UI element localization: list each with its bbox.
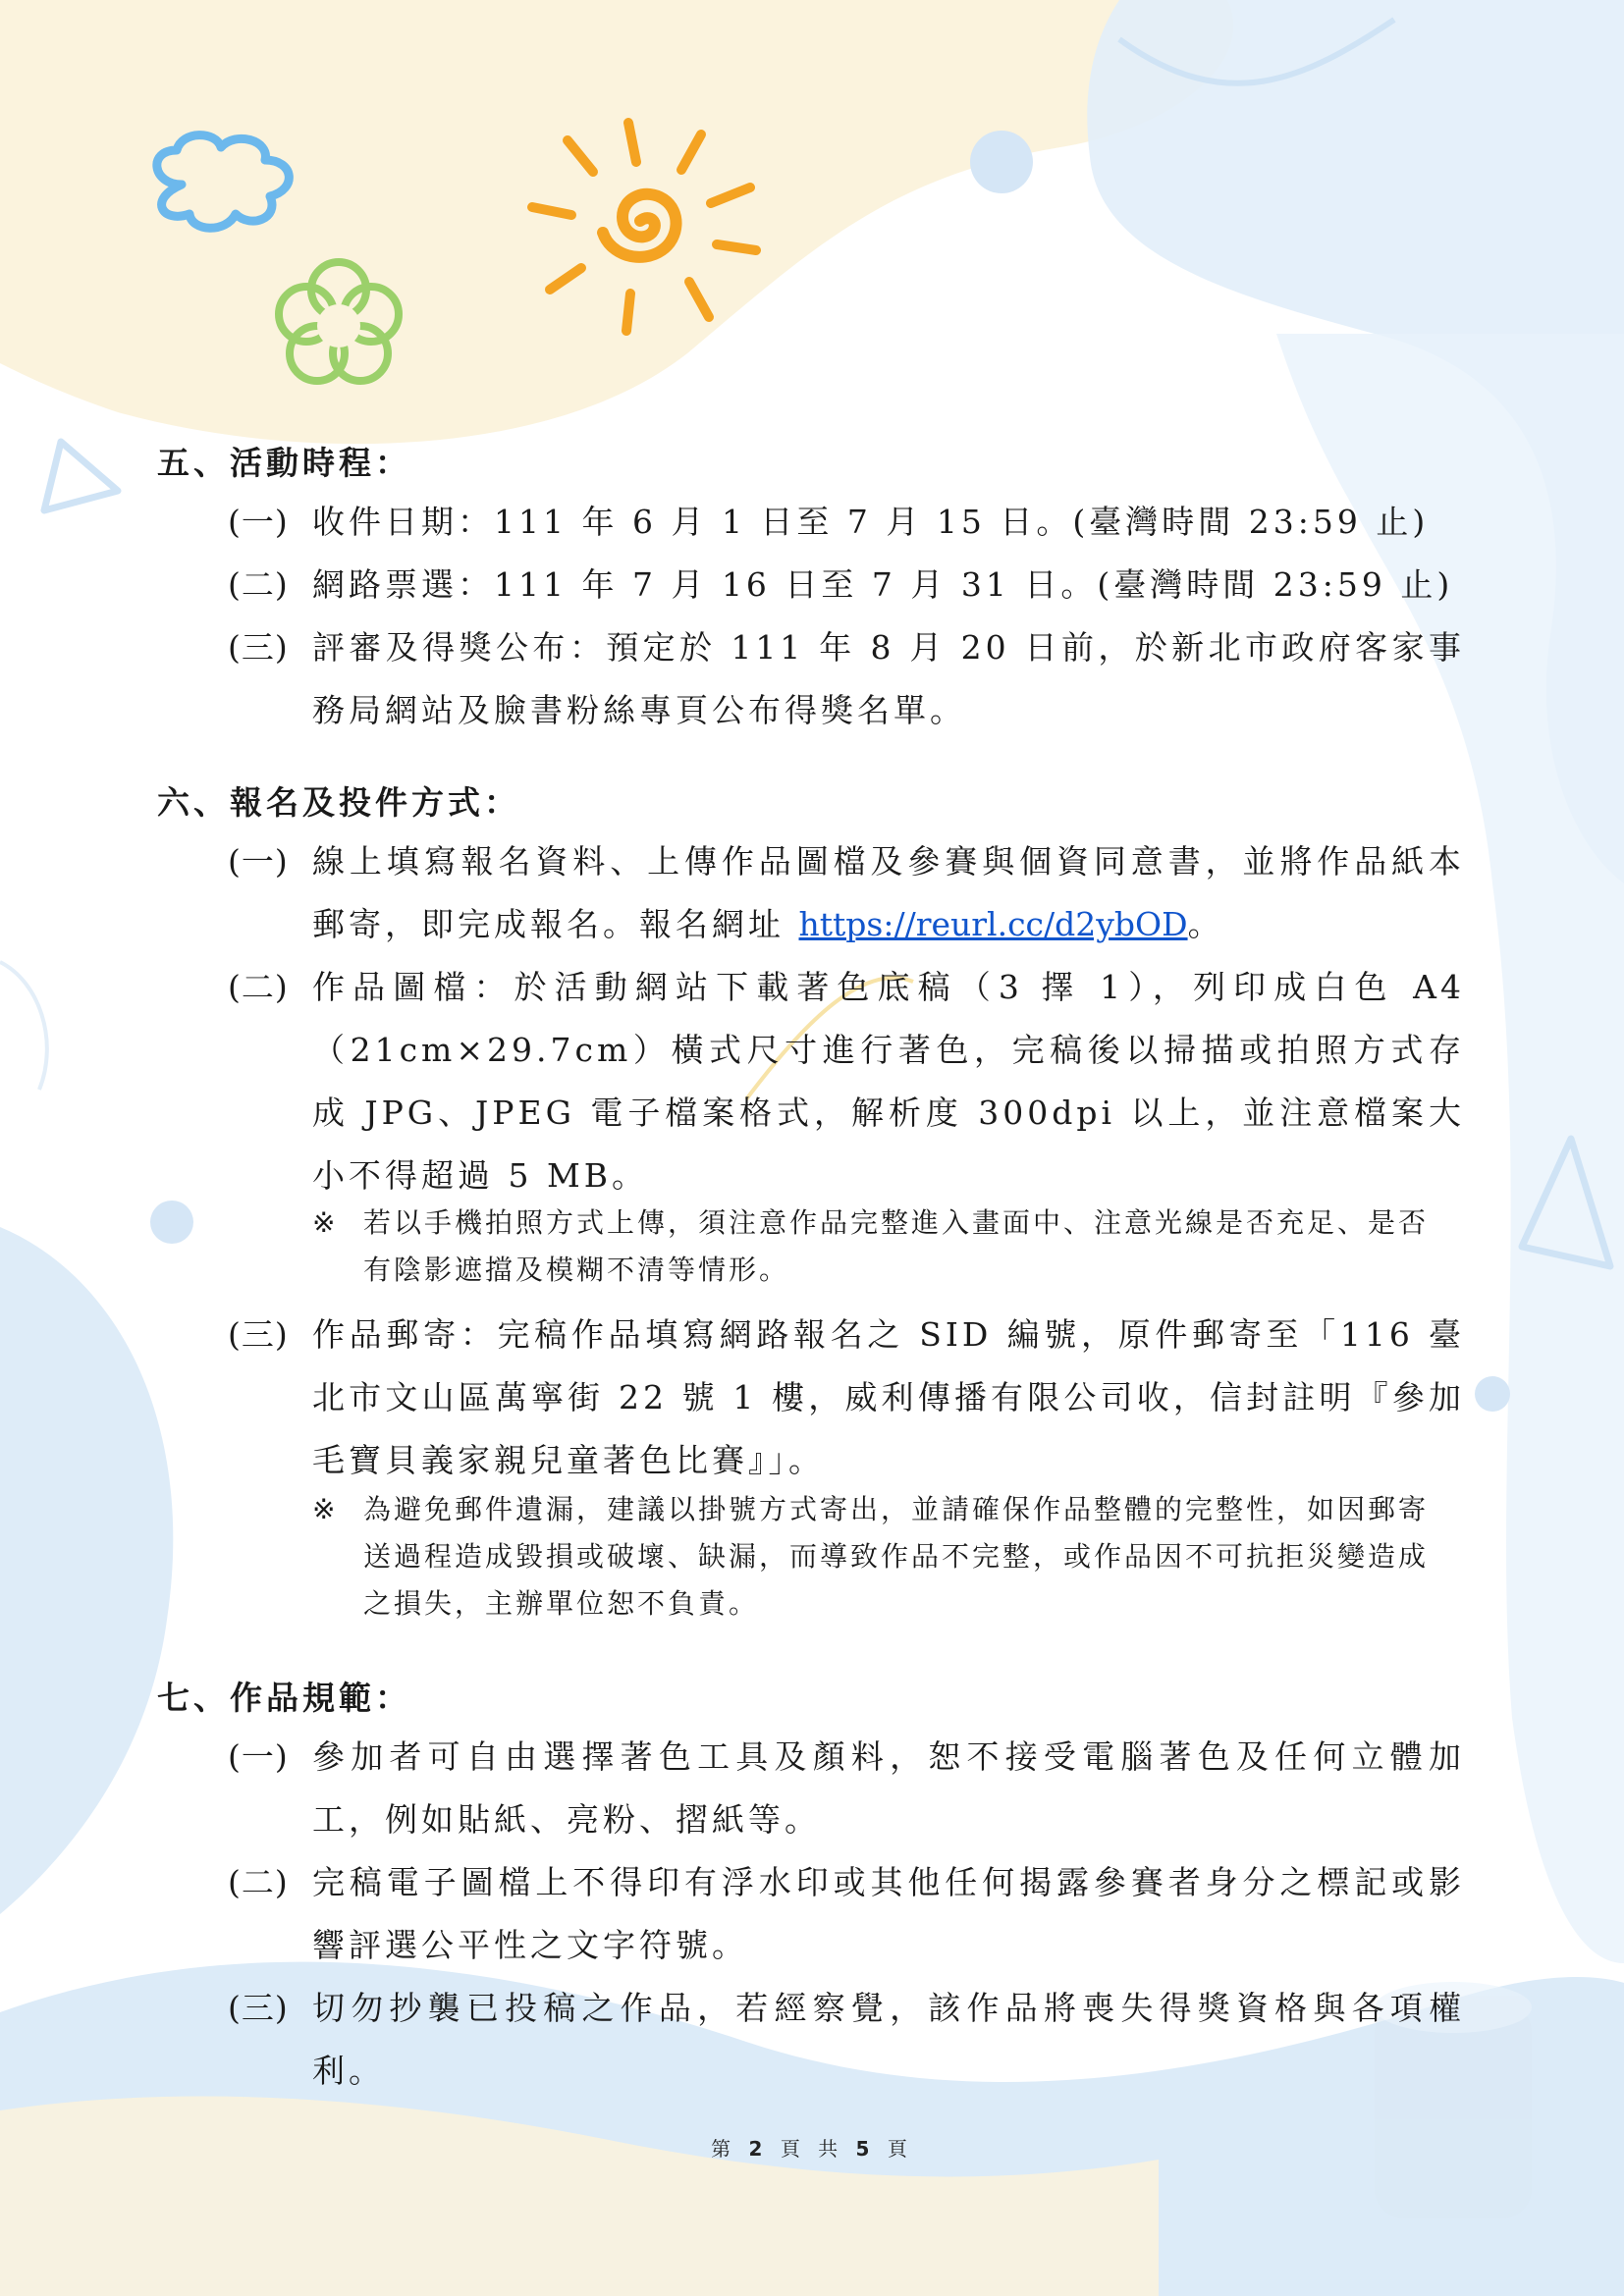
footer-suffix: 頁 (887, 2137, 913, 2161)
list-item (228, 956, 1465, 1207)
section-title-registration: 六、報名及投件方式： (157, 783, 520, 822)
item-text: 網路票選：111 年 7 月 16 日至 7 月 31 日。(臺灣時間 23:59 止) (312, 565, 1454, 604)
note-text: 若以手機拍照方式上傳，須注意作品完整進入畫面中、注意光線是否充足、是否有陰影遮擋及模糊不清等情形。 (363, 1206, 1430, 1286)
note (312, 1200, 1451, 1294)
list-item (228, 830, 1465, 956)
list-item (228, 1977, 1465, 2103)
item-number: (一) (228, 503, 289, 541)
footer-total-pages: 5 (855, 2137, 876, 2161)
section-title-specifications: 七、作品規範： (157, 1679, 411, 1717)
item-number: (一) (228, 1737, 289, 1776)
item-text: 切勿抄襲已投稿之作品，若經察覺，該作品將喪失得獎資格與各項權利。 (312, 1989, 1465, 2090)
footer-middle: 頁 共 (780, 2137, 844, 2161)
item-number: (三) (228, 628, 289, 667)
item-number: (二) (228, 1863, 289, 1901)
item-text-tail: 。 (1187, 905, 1224, 943)
note (312, 1486, 1451, 1628)
item-text: 參加者可自由選擇著色工具及顏料，恕不接受電腦著色及任何立體加工，例如貼紙、亮粉、摺紙等。 (312, 1737, 1465, 1839)
note-mark: ※ (312, 1493, 336, 1525)
item-text: 評審及得獎公布：預定於 111 年 8 月 20 日前，於新北市政府客家事務局網站及臉書粉絲專頁公布得獎名單。 (312, 628, 1465, 729)
item-text: 完稿電子圖檔上不得印有浮水印或其他任何揭露參賽者身分之標記或影響評選公平性之文字符號。 (312, 1863, 1465, 1964)
note-text: 為避免郵件遺漏，建議以掛號方式寄出，並請確保作品整體的完整性，如因郵寄送過程造成毀損或破壞、缺漏，而導致作品不完整，或作品因不可抗拒災變造成之損失，主辦單位恕不負責。 (363, 1493, 1430, 1620)
item-text: 作品圖檔：於活動網站下載著色底稿（3 擇 1），列印成白色 A4（21cm×29.7cm）橫式尺寸進行著色，完稿後以掃描或拍照方式存成 JPG、JPEG 電子檔案格式，解析度 300dpi 以上，並注意檔案大小不得超過 5 MB。 (312, 968, 1465, 1195)
footer-current-page: 2 (748, 2137, 769, 2161)
page-number-footer (0, 2133, 1624, 2162)
footer-prefix: 第 (711, 2137, 737, 2161)
registration-link[interactable]: https://reurl.cc/d2ybOD (798, 905, 1188, 943)
item-text: 作品郵寄：完稿作品填寫網路報名之 SID 編號，原件郵寄至「116 臺北市文山區萬寧街 22 號 1 樓，威利傳播有限公司收，信封註明『參加毛寶貝義家親兒童著色比賽』」。 (312, 1315, 1465, 1479)
list-item (228, 554, 1465, 616)
note-mark: ※ (312, 1206, 336, 1239)
item-number: (二) (228, 565, 289, 604)
list-item (228, 616, 1465, 742)
list-item (228, 491, 1465, 554)
list-item (228, 1851, 1465, 1977)
item-number: (一) (228, 842, 289, 881)
item-number: (三) (228, 1315, 289, 1354)
item-text (312, 830, 1465, 956)
section-title-schedule: 五、活動時程： (157, 444, 411, 482)
item-number: (三) (228, 1989, 289, 2027)
item-text: 收件日期：111 年 6 月 1 日至 7 月 15 日。(臺灣時間 23:59 止) (312, 503, 1430, 541)
list-item (228, 1726, 1465, 1851)
item-text-body: 線上填寫報名資料、上傳作品圖檔及參賽與個資同意書，並將作品紙本郵寄，即完成報名。報名網址 (312, 842, 1465, 943)
item-number: (二) (228, 968, 289, 1006)
list-item (228, 1304, 1465, 1492)
